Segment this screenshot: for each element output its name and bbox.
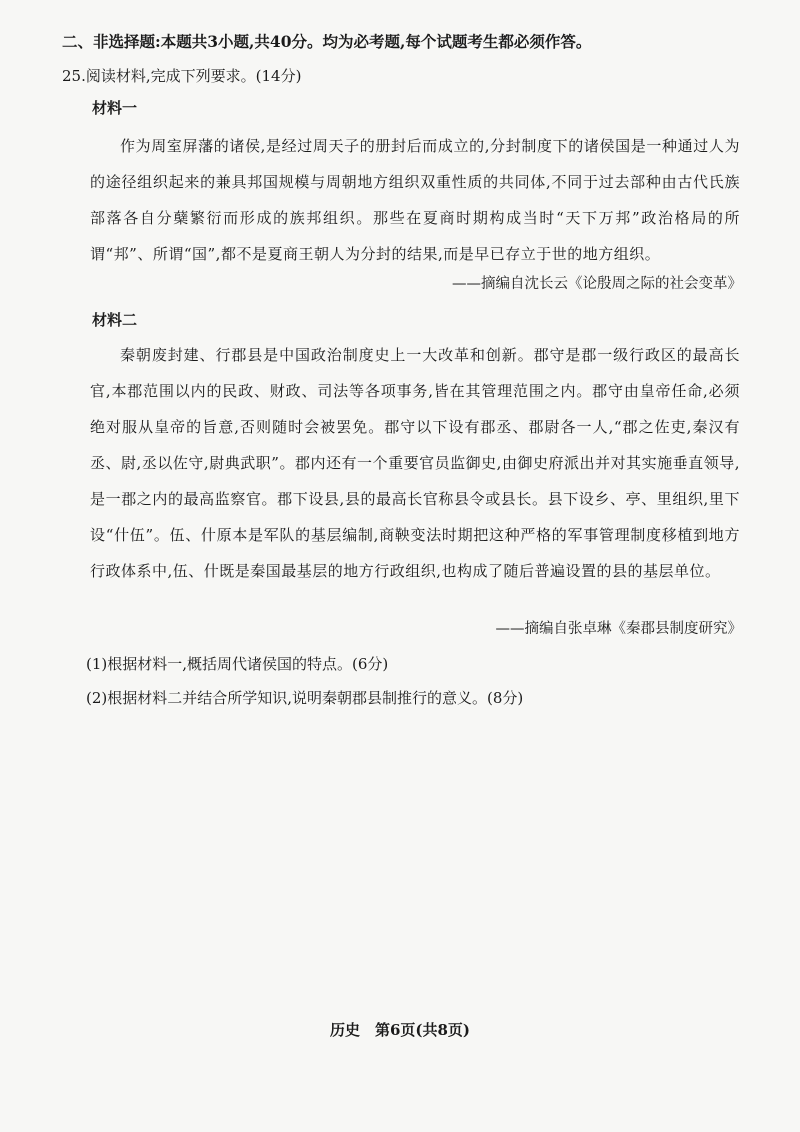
page-footer: 历史 第6页(共8页) (329, 1021, 471, 1039)
material2-label: 材料二 (92, 311, 138, 329)
section-heading: 二、非选择题:本题共3小题,共40分。均为必考题,每个试题考生都必须作答。 (62, 32, 592, 51)
material1-text: 作为周室屏藩的诸侯,是经过周天子的册封后而成立的,分封制度下的诸侯国是一种通过人为的途径组织起来的兼具邦国规模与周朝地方组织双重性质的共同体,不同于过去部种由古代氏族部落各自分蘖繁衍而形成的族邦组织。那些在夏商时期构成当时“天下万邦”政治格局的所谓“邦”、所谓“国”,都不是夏商王朝人为分封的结果,而是早已存立于世的地方组织。 (90, 137, 740, 263)
material1-label: 材料一 (92, 99, 138, 117)
material2-source: ——摘编自张卓琳《秦郡县制度研究》 (495, 621, 742, 637)
material2-text: 秦朝废封建、行郡县是中国政治制度史上一大改革和创新。郡守是郡一级行政区的最高长官,本郡范围以内的民政、财政、司法等各项事务,皆在其管理范围之内。郡守由皇帝任命,必须绝对服从皇帝的旨意,否则随时会被罢免。郡守以下设有郡丞、郡尉各一人,“郡之佐吏,秦汉有丞、尉,丞以佐守,尉典武职”。郡内还有一个重要官员监御史,由御史府派出并对其实施垂直领导,是一郡之内的最高监察官。郡下设县,县的最高长官称县令或县长。县下设乡、亭、里组织,里下设“什伍”。伍、什原本是军队的基层编制,商鞅变法时期把这种严格的军事管理制度移植到地方行政体系中,伍、什既是秦国最基层的地方行政组织,也构成了随后普遍设置的县的基层单位。 (90, 346, 740, 580)
question-title: 25.阅读材料,完成下列要求。(14分) (62, 67, 302, 85)
material1-source: ——摘编自沈长云《论殷周之际的社会变革》 (452, 276, 742, 292)
sub-question-1: (1)根据材料一,概括周代诸侯国的特点。(6分) (86, 655, 389, 673)
sub-question-2: (2)根据材料二并结合所学知识,说明秦朝郡县制推行的意义。(8分) (86, 689, 524, 707)
